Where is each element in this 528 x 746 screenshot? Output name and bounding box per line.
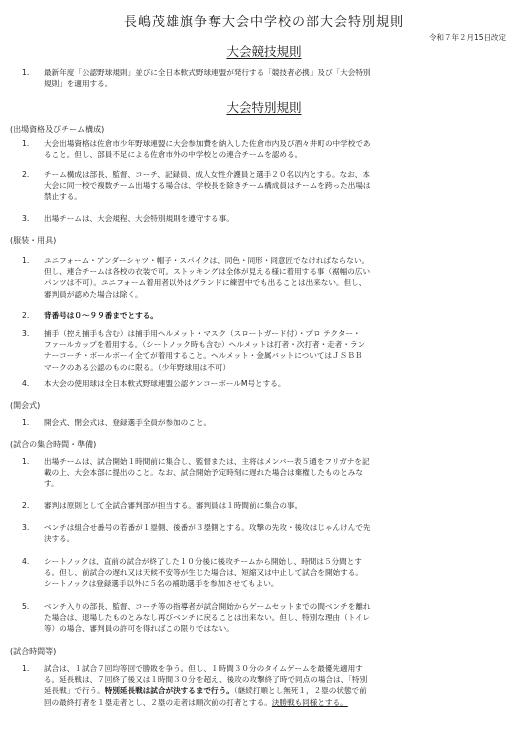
item-text: 背番号は０～９９番までとする。 [44,311,158,320]
item-number: 2. [22,501,30,510]
item-text: 審判は原則として全試合審判部が担当する。審判員は１時間前に集合の事。 [44,501,303,510]
section-heading: (服装・用具) [10,236,57,245]
item-text-part: 試合は、１試合７回均等回で勝敗を争う。但し、１時間３０分のタイムゲームを最優先適用す る。延長戦は、７回終了後又は１時間３０分を超え、後攻の攻撃終了時で同点の場合は、「特別 延長戦」で行う。 [44,664,368,696]
item-number: 1. [22,256,30,265]
revision-date: 令和７年２月15日改定 [428,33,506,42]
item-number: 3. [22,329,30,338]
list-item [22,67,506,89]
list-item [22,500,506,511]
item-number: 1. [22,457,30,466]
item-number: 1. [22,139,30,148]
list-item [22,310,506,321]
heading-tokubetsu: 大会特別規則 [226,100,302,115]
list-item [22,138,506,160]
item-text: 最新年度「公認野球規則」並びに全日本軟式野球連盟が発行する「競技者必携」及び「大会特別 規則」を適用する。 [44,68,371,89]
list-item [22,328,506,373]
list-item [22,522,506,544]
item-text: チーム構成は部長、監督、コーチ、記録員、成人女性介護員と選手２０名以内とする。なお、本 大会に同一校で複数チーム出場する場合は、学校長を除きチーム構成員はチームを跨った出場は 禁止する。 [44,170,371,202]
item-number: 1. [22,418,30,427]
item-text: 開会式、閉会式は、登録選手全員が参加のこと。 [44,418,212,427]
list-item [22,378,506,389]
item-text: ベンチは組合せ番号の若番が１塁側、後番が３塁側とする。攻撃の先攻・後攻はじゃんけんで先 決する。 [44,523,371,544]
item-text: 捕手（控え捕手も含む）は捕手用ヘルメット・マスク（スロートガード付）・プロ テクター・ ファールカップを着用する。（シートノック時も含む）ヘルメットは打者・次打者・走者・ラン ナーコーチ・ボールボーイ全てが着用すること。ヘルメット・金属バットについてはＪＳＢＢ マークのある公認のものに限る。（少年野球用は不可） [44,329,366,372]
item-text: 大会出場資格は佐倉市少年野球連盟に大会参加費を納入した佐倉市内及び酒々井町の中学校であ ること。但し、部員不足による佐倉市外の中学校との連合チームを認める。 [44,139,371,160]
list-item [22,601,506,635]
underlined-rule-text: 決勝戦も同様とする。 [271,697,348,707]
heading-kyogi: 大会競技規則 [226,44,302,59]
page-title: 長嶋茂雄旗争奪大会中学校の部大会特別規則 [123,15,404,30]
item-number: 2. [22,311,30,320]
section-heading: (開会式) [10,401,41,410]
item-number: 1. [22,664,30,673]
list-item [22,169,506,203]
item-number: 2. [22,170,30,179]
item-text: 出場チームは、試合開始１時間前に集合し、監督または、主将はメンバー表５通をフリガナを記 載の上、大会本部に提出のこと。なお、試合開始予定時刻に遅れた場合は棄権したものとみな す。 [44,457,370,489]
item-text: ユニフォーム・アンダーシャツ・帽子・スパイクは、同色・同形・同意匠でなければならない。 但し、連合チームは各校の衣装で可。ストッキングは全体が見える様に着用する事（裾幅の広い パンツは不可）。ユニフォーム着用者以外はグランドに練習中でも出ることは出来ない。但し、 審判員が認めた場合は除く。 [44,256,371,299]
item-number: 5. [22,602,30,611]
list-item [22,255,506,300]
item-number: 4. [22,379,30,388]
item-text: 出場チームは、大会規程、大会特別規則を遵守する事。 [44,214,234,223]
section-heading: (試合の集合時間・準備) [10,440,97,449]
item-number: 4. [22,557,30,566]
section-heading: (試合時間等) [10,647,57,656]
item-text: ベンチ入りの部長、監督、コーチ等の指導者が試合開始からゲームセットまでの間ベンチを離れ た場合は、退場したものとみなし再びベンチに戻ることは出来ない。但し、特別な理由（トイレ 等）の場合、審判員の許可を得ればこの限りではない。 [44,602,371,634]
list-item [22,417,506,428]
list-item [22,456,506,490]
list-item [22,663,506,708]
item-text [44,663,506,708]
item-text: シートノックは、直前の試合が終了した１０分後に後攻チームから開始し、時間は５分間とす る。但し、前試合の遅れ又は天候不安等が生じた場合は、短縮又は中止して試合を開始する。 シートノックは登録選手以外に５名の補助選手を参加させてもよい。 [44,557,363,589]
list-item [22,213,506,224]
item-text: 本大会の使用球は全日本軟式野球連盟公認ケンコーボールM号とする。 [44,379,286,388]
section-heading: (出場資格及びチーム構成) [10,125,105,134]
item-text-part: （継続打順とし無死１，２塁の状態で前 回の最終打者を１塁走者とし、２塁の走者は順次前の打者とする。 [44,686,367,707]
item-number: 3. [22,214,30,223]
item-number: 3. [22,523,30,532]
bold-rule-text: 特別延長戦は試合が決するまで行う。 [104,686,234,696]
list-item [22,556,506,590]
item-number: 1. [22,68,30,77]
